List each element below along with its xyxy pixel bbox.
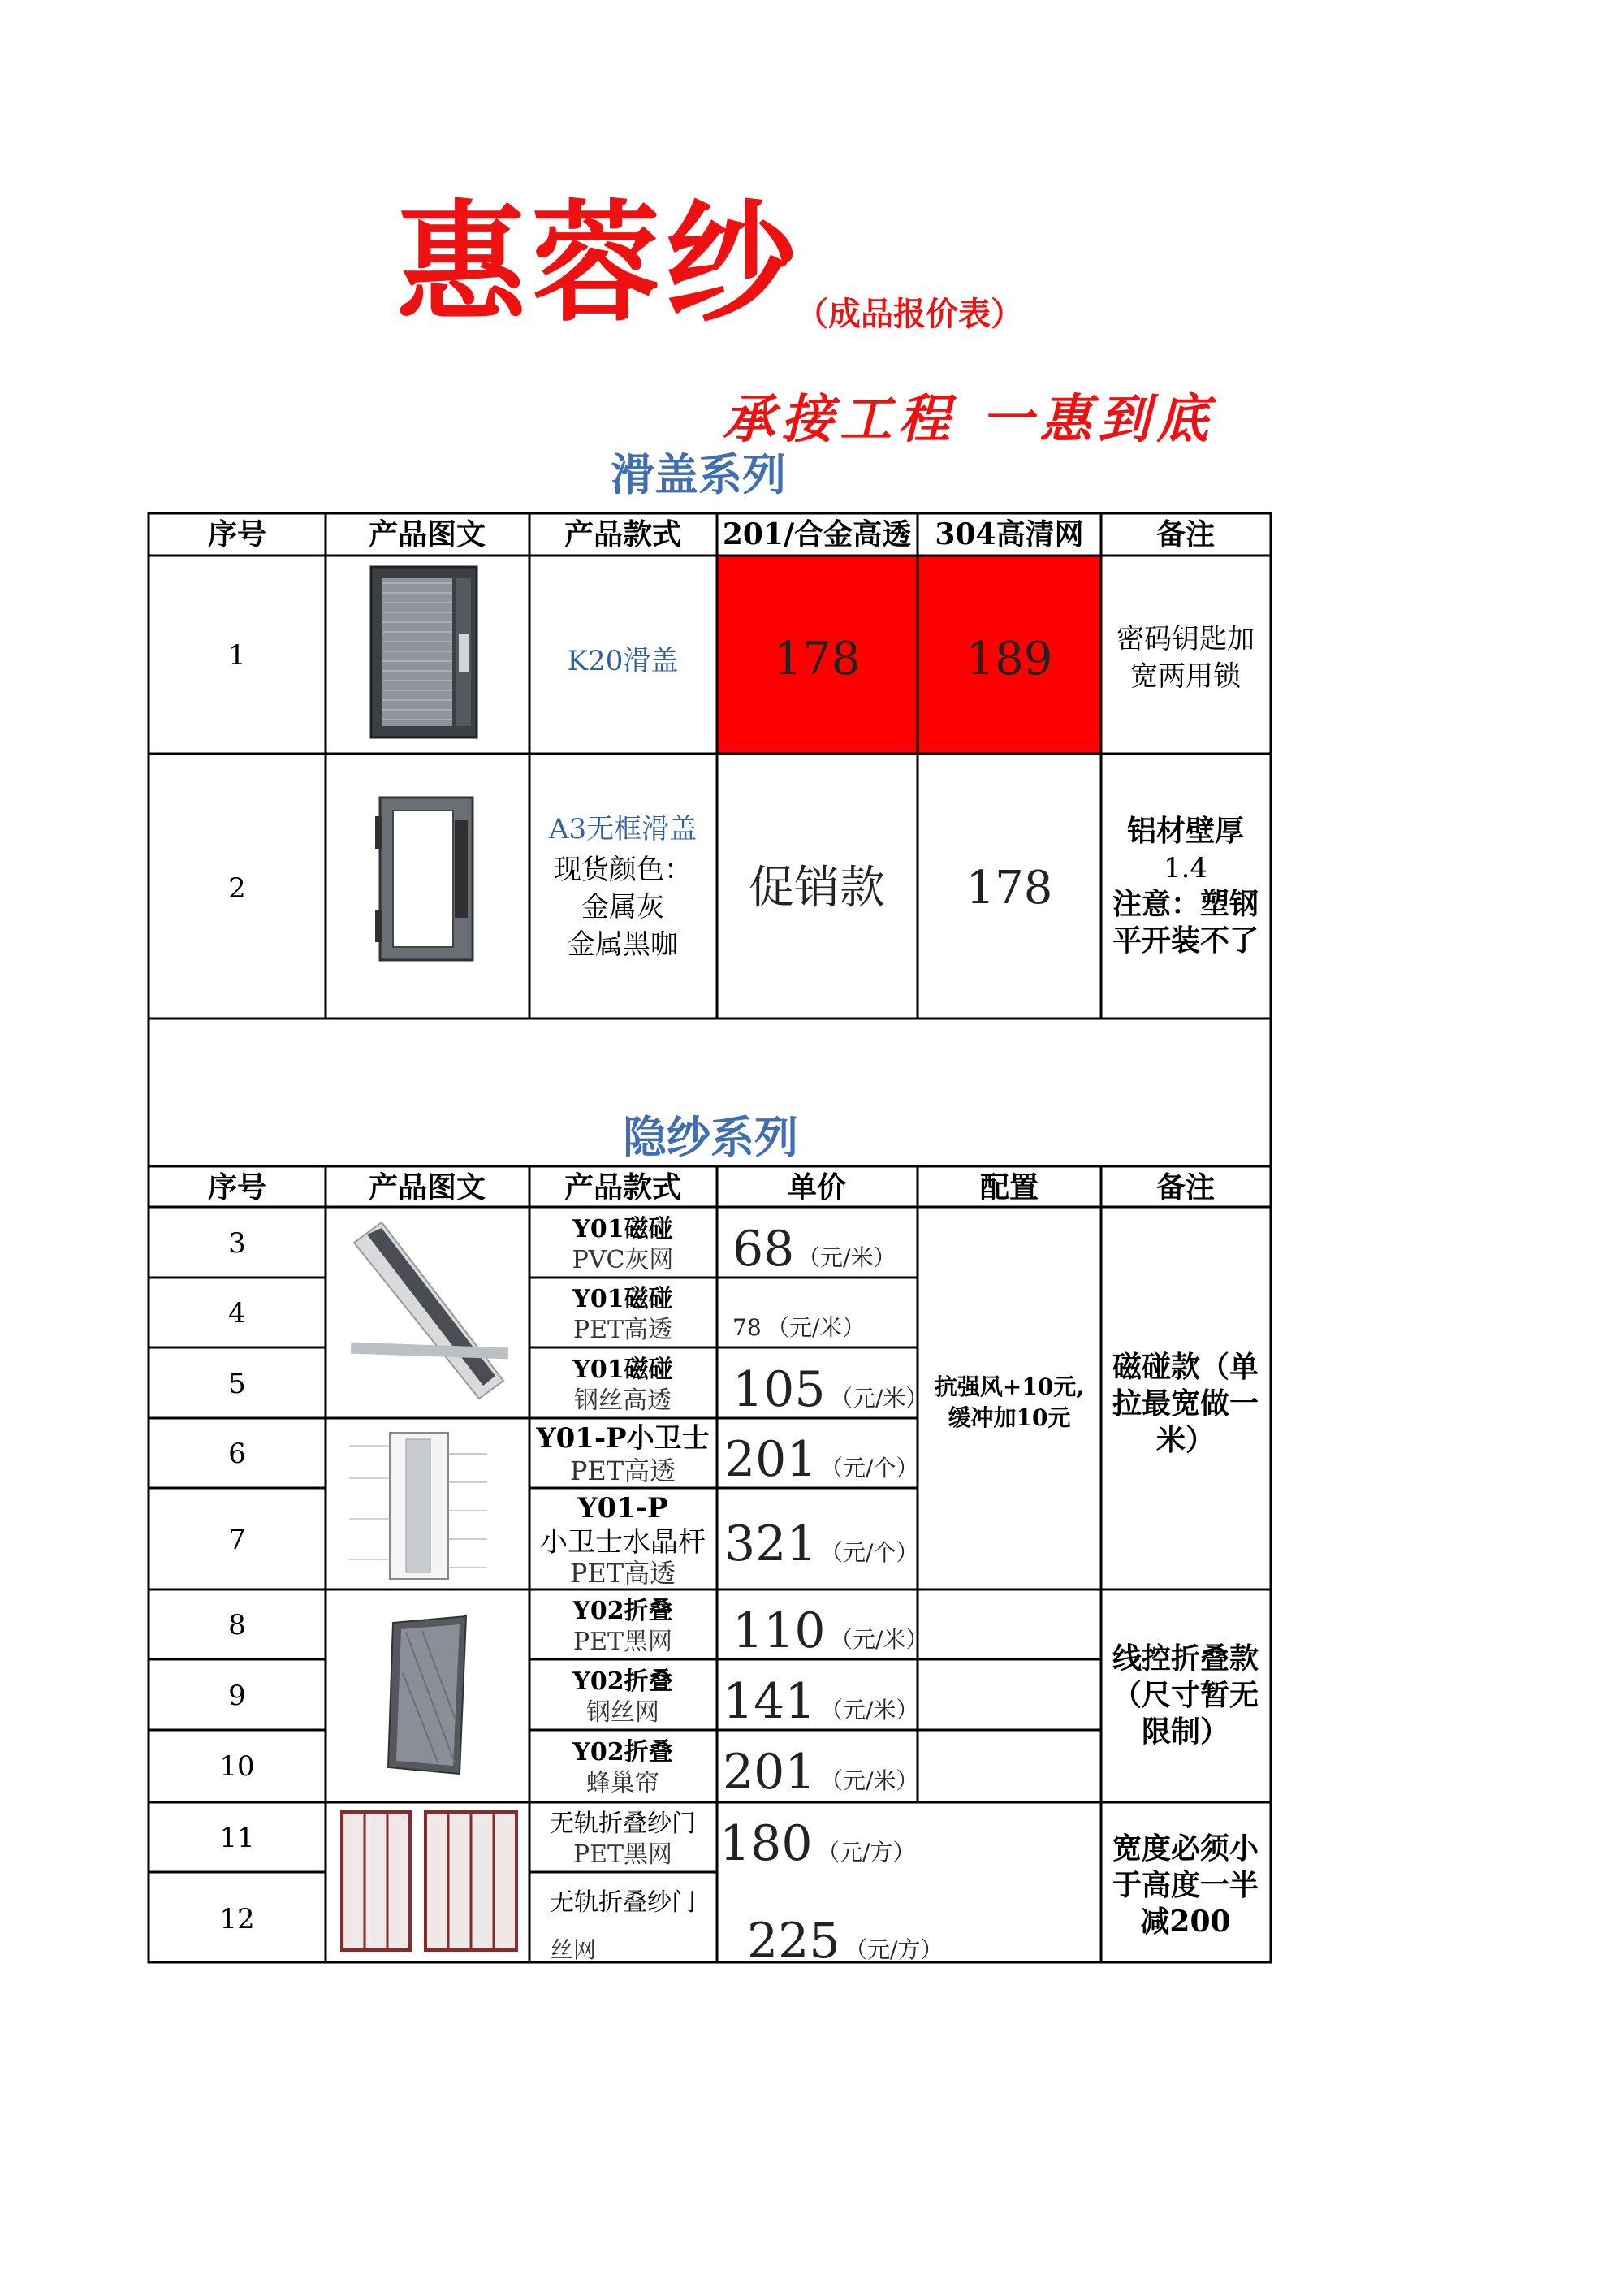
row-5-unit: （元/米） <box>830 1385 929 1412</box>
row-1-no: 1 <box>228 639 246 672</box>
row-7-name2: 小卫士水晶杆 <box>540 1526 706 1559</box>
slogan: 承接工程 一惠到底 <box>723 390 1216 450</box>
note-trackless-line2: 于高度一半 <box>1112 1868 1259 1902</box>
s2-col-header-note: 备注 <box>1155 1170 1216 1204</box>
row-11-price: 180 <box>719 1815 813 1872</box>
sliding-screen-door-photo <box>371 567 477 737</box>
row-8-no: 8 <box>228 1609 246 1641</box>
section1-header-row <box>208 517 1215 551</box>
row-10-name: Y02折叠 <box>572 1738 673 1767</box>
row-2-color-1: 金属灰 <box>581 891 664 923</box>
note-folding-line3: 限制） <box>1141 1715 1230 1749</box>
row-9-mesh: 钢丝网 <box>586 1698 659 1727</box>
row-11-unit: （元/方） <box>817 1839 916 1866</box>
row-10-mesh: 蜂巢帘 <box>586 1769 659 1797</box>
s2-col-header-config: 配置 <box>979 1170 1039 1204</box>
config-line1: 抗强风+10元, <box>934 1373 1085 1400</box>
row-7-price: 321 <box>724 1516 818 1572</box>
config-line2: 缓冲加10元 <box>948 1404 1071 1431</box>
row-9-price: 141 <box>723 1673 816 1730</box>
col-header-201: 201/合金高透 <box>722 517 912 551</box>
row-3-no: 3 <box>228 1227 246 1260</box>
row-4-no: 4 <box>228 1297 246 1330</box>
brand-title: 惠蓉纱 <box>396 188 801 339</box>
row-9-no: 9 <box>228 1680 246 1712</box>
s2-col-header-no: 序号 <box>207 1170 267 1204</box>
row-7-name: Y01-P <box>577 1492 668 1524</box>
row-1-note-line2: 宽两用锁 <box>1130 660 1241 693</box>
y01p-guard-diagram <box>349 1433 487 1579</box>
row-12-price: 225 <box>747 1913 840 1970</box>
col-header-image: 产品图文 <box>368 517 486 551</box>
row-2-note-line1: 铝材壁厚 <box>1126 814 1245 848</box>
trackless-folding-door-photo <box>342 1812 516 1950</box>
row-11-name: 无轨折叠纱门 <box>550 1810 696 1838</box>
section2-header-row <box>208 1170 1215 1204</box>
row-10-no: 10 <box>219 1750 255 1783</box>
row-6-mesh: PET高透 <box>569 1455 676 1486</box>
row-11-no: 11 <box>219 1822 255 1854</box>
section2-title: 隐纱系列 <box>623 1112 798 1163</box>
row-7-no: 7 <box>228 1524 246 1556</box>
row-7-unit: （元/个） <box>820 1539 919 1566</box>
row-1-note-line1: 密码钥匙加 <box>1116 623 1255 655</box>
note-magnetic-line3: 米） <box>1155 1423 1216 1457</box>
row-2-color-2: 金属黑咖 <box>568 928 678 961</box>
row-5-no: 5 <box>228 1368 246 1400</box>
row-2-note-line4: 平开装不了 <box>1112 923 1259 958</box>
row-10-unit: （元/米） <box>820 1767 919 1794</box>
row-2-price-201: 促销款 <box>749 862 885 915</box>
row-5-price: 105 <box>732 1361 826 1418</box>
s2-col-header-model: 产品款式 <box>564 1170 682 1204</box>
s2-col-header-price: 单价 <box>787 1170 847 1204</box>
row-4-mesh: PET高透 <box>572 1316 673 1344</box>
row-1-price-304: 189 <box>965 633 1053 685</box>
col-header-304: 304高清网 <box>935 517 1084 551</box>
row-2-no: 2 <box>228 872 246 905</box>
brand-subtitle: （成品报价表） <box>796 296 1023 333</box>
row-8-name: Y02折叠 <box>572 1597 673 1625</box>
row-6-no: 6 <box>228 1438 246 1470</box>
row-2-price-304: 178 <box>965 862 1053 915</box>
row-3-mesh: PVC灰网 <box>572 1246 674 1274</box>
row-12-mesh: 丝网 <box>550 1936 597 1963</box>
row-10-price: 201 <box>723 1744 816 1801</box>
row-3-unit: （元/米） <box>797 1244 896 1271</box>
s2-prices <box>719 1221 943 1970</box>
note-folding-line1: 线控折叠款 <box>1112 1641 1259 1676</box>
row-5-name: Y01磁碰 <box>572 1356 673 1384</box>
row-6-price: 201 <box>724 1431 818 1488</box>
note-folding-line2: （尺寸暂无 <box>1112 1678 1259 1712</box>
magnetic-screen-photo <box>351 1222 508 1399</box>
row-2-note-line2: 1.4 <box>1163 852 1208 884</box>
row-12-name: 无轨折叠纱门 <box>550 1888 696 1917</box>
row-2-model: A3无框滑盖 <box>548 813 698 845</box>
frameless-sliding-door-photo <box>375 798 473 960</box>
row-9-unit: （元/米） <box>820 1697 919 1723</box>
row-2-note-line3: 注意：塑钢 <box>1112 887 1259 921</box>
row-5-mesh: 钢丝高透 <box>574 1386 672 1415</box>
section1-title: 滑盖系列 <box>611 449 786 500</box>
s2-col-header-image: 产品图文 <box>368 1170 486 1204</box>
row-3-name: Y01磁碰 <box>572 1215 673 1243</box>
row-4-name: Y01磁碰 <box>572 1285 673 1313</box>
note-magnetic-line2: 拉最宽做一 <box>1112 1386 1259 1421</box>
row-8-unit: （元/米） <box>830 1626 929 1653</box>
note-trackless-line1: 宽度必须小 <box>1112 1831 1259 1866</box>
row-9-name: Y02折叠 <box>572 1667 673 1696</box>
row-8-mesh: PET黑网 <box>572 1628 673 1656</box>
row-1-model: K20滑盖 <box>567 645 679 677</box>
col-header-model: 产品款式 <box>564 517 682 551</box>
section2-grid <box>149 1166 1271 1962</box>
section1-grid <box>149 513 1271 1166</box>
s2-row-numbers <box>219 1227 254 1935</box>
row-7-mesh: PET高透 <box>569 1558 676 1589</box>
note-trackless-line3: 减200 <box>1140 1905 1231 1939</box>
col-header-note: 备注 <box>1155 517 1216 551</box>
row-6-name: Y01-P小卫士 <box>536 1422 710 1455</box>
s2-notes <box>1112 1350 1259 1939</box>
col-header-no: 序号 <box>207 517 267 551</box>
folding-screen-photo <box>388 1616 466 1774</box>
row-4-price: 78 <box>732 1314 762 1341</box>
row-3-price: 68 <box>732 1221 795 1278</box>
row-2-color-label: 现货颜色： <box>554 854 692 886</box>
row-12-no: 12 <box>219 1903 255 1935</box>
row-1-price-201: 178 <box>773 633 861 685</box>
row-4-unit: （元/米） <box>767 1314 866 1341</box>
row-11-mesh: PET黑网 <box>572 1840 673 1869</box>
row-8-price: 110 <box>732 1602 826 1659</box>
row-12-unit: （元/方） <box>844 1936 944 1963</box>
note-magnetic-line1: 磁碰款（单 <box>1112 1350 1259 1384</box>
row-6-unit: （元/个） <box>820 1455 919 1481</box>
